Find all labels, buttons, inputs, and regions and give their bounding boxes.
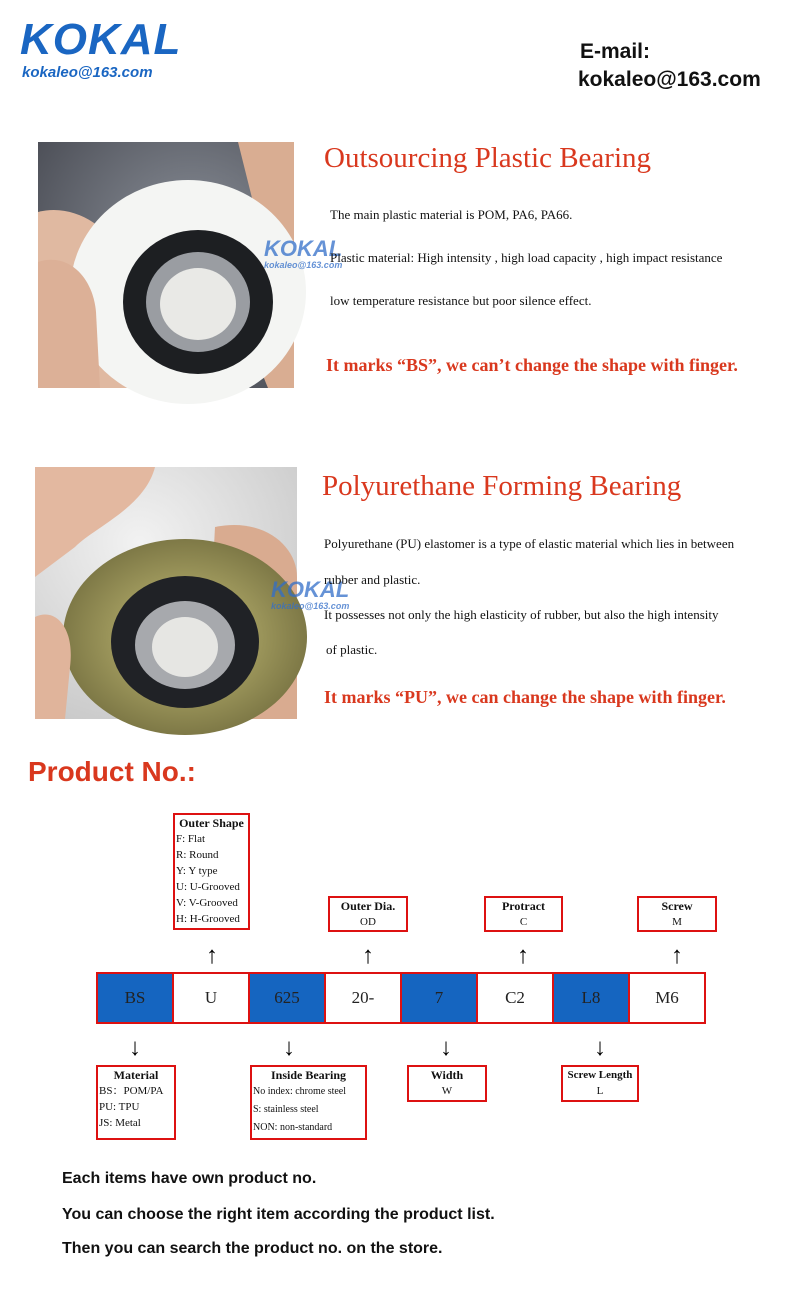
arrow-up-icon: ↑ (206, 943, 218, 969)
outer-shape-item: H: H-Grooved (176, 913, 240, 925)
plastic-bearing-photo (38, 142, 343, 388)
outer-shape-title: Outer Shape (179, 816, 244, 830)
arrow-down-icon: ↓ (440, 1035, 452, 1061)
arrow-down-icon: ↓ (129, 1035, 141, 1061)
screw-length-title: Screw Length (567, 1069, 633, 1081)
inside-bearing-item: S: stainless steel (253, 1104, 319, 1115)
inside-bearing-item: No index: chrome steel (253, 1086, 347, 1097)
screw-box (637, 896, 717, 932)
code-cell-screw: M6 (628, 972, 706, 1024)
arrow-up-icon: ↑ (517, 943, 529, 969)
outer-shape-item: U: U-Grooved (176, 881, 240, 893)
material-item: BS：POM/PA (99, 1085, 164, 1097)
section-title-polyurethane: Polyurethane Forming Bearing (322, 470, 682, 502)
outer-shape-item: Y: Y type (176, 865, 218, 877)
polyurethane-bearing-photo (35, 467, 350, 719)
product-code-row (96, 972, 706, 1024)
material-item: PU: TPU (99, 1101, 140, 1113)
bs-mark-note: It marks “BS”, we can’t change the shape with finger. (326, 355, 738, 375)
material-title: Material (113, 1068, 159, 1082)
width-box (407, 1065, 487, 1102)
code-cell-outer-shape: U (172, 972, 250, 1024)
section-title-plastic: Outsourcing Plastic Bearing (324, 142, 652, 174)
photo-watermark: KOKAL kokaleo@163.com (271, 577, 350, 611)
inside-bearing-title: Inside Bearing (270, 1068, 346, 1082)
brand-email: kokaleo@163.com (22, 64, 153, 81)
outer-dia-value: OD (360, 916, 376, 928)
note-line-2: You can choose the right item according the product list. (62, 1206, 495, 1223)
code-cell-protract: C2 (476, 972, 554, 1024)
protract-value: C (519, 916, 528, 928)
pu-line-2: rubber and plastic. (324, 572, 421, 587)
outer-shape-box (173, 813, 250, 930)
note-line-1: Each items have own product no. (62, 1170, 317, 1187)
inside-bearing-box (250, 1065, 367, 1140)
plastic-line-1: The main plastic material is POM, PA6, PA66. (330, 207, 573, 222)
plastic-line-2: Plastic material: High intensity , high load capacity , high impact resistance (330, 250, 723, 265)
width-value: W (441, 1085, 453, 1097)
protract-box (484, 896, 563, 932)
screw-title: Screw (661, 899, 693, 913)
photo-watermark: KOKAL kokaleo@163.com (264, 236, 343, 270)
plastic-line-3: low temperature resistance but poor silence effect. (330, 293, 592, 308)
screw-length-value: L (596, 1085, 604, 1097)
pu-line-4: of plastic. (326, 642, 378, 657)
code-cell-screw-length: L8 (552, 972, 630, 1024)
brand-logo: KOKAL (20, 15, 182, 64)
pu-line-1: Polyurethane (PU) elastomer is a type of elastic material which lies in between (324, 536, 735, 551)
code-cell-outer-dia: 20- (324, 972, 402, 1024)
outer-shape-item: F: Flat (176, 833, 206, 845)
material-box (96, 1065, 176, 1140)
arrow-up-icon: ↑ (671, 943, 683, 969)
outer-dia-box (328, 896, 408, 932)
email-label: E-mail: (580, 40, 651, 63)
protract-title: Protract (501, 899, 546, 913)
arrow-down-icon: ↓ (594, 1035, 606, 1061)
product-number-title: Product No.: (28, 756, 196, 787)
outer-dia-title: Outer Dia. (340, 899, 396, 913)
screw-value: M (672, 916, 682, 928)
code-cell-width: 7 (400, 972, 478, 1024)
material-item: JS: Metal (99, 1117, 141, 1129)
note-line-3: Then you can search the product no. on the store. (62, 1240, 443, 1257)
pu-mark-note: It marks “PU”, we can change the shape with finger. (324, 687, 726, 707)
width-title: Width (430, 1068, 464, 1082)
outer-shape-item: V: V-Grooved (176, 897, 238, 909)
screw-length-box (561, 1065, 639, 1102)
inside-bearing-item: NON: non-standard (253, 1122, 333, 1133)
outer-shape-item: R: Round (176, 849, 219, 861)
arrow-down-icon: ↓ (283, 1035, 295, 1061)
arrow-up-icon: ↑ (362, 943, 374, 969)
email-address: kokaleo@163.com (578, 68, 761, 91)
pu-line-3: It possesses not only the high elasticity of rubber, but also the high intensity (324, 607, 719, 622)
code-cell-material: BS (96, 972, 174, 1024)
code-cell-inside-bearing: 625 (248, 972, 326, 1024)
